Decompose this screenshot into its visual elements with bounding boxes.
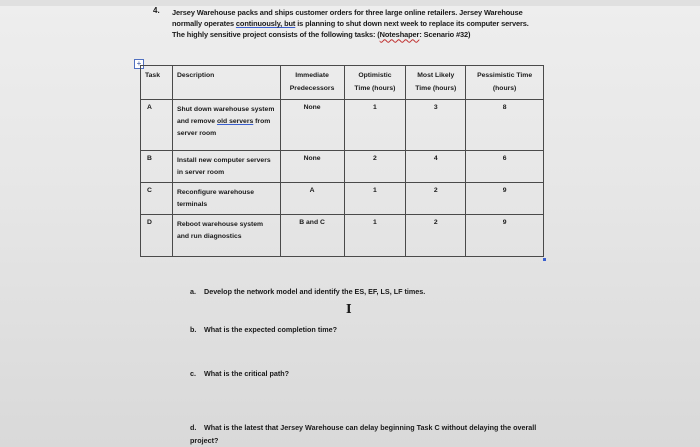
table-resize-handle[interactable]: [543, 258, 546, 261]
cell-task: D: [141, 215, 173, 257]
table-row: [141, 100, 544, 151]
table-move-handle-icon[interactable]: +: [134, 59, 144, 69]
task-table: [140, 65, 544, 257]
question-link-noteshaper[interactable]: Noteshaper: [379, 30, 420, 40]
cell-most-likely: 2: [406, 183, 466, 215]
table-row: [141, 215, 544, 257]
header-pessimistic: Pessimistic Time (hours): [466, 66, 544, 100]
question-text-pre: Jersey Warehouse packs and ships customer orders for three large online retailers. Jersey Warehouse normally operates: [172, 8, 523, 29]
table-row: [141, 183, 544, 215]
cell-most-likely: 3: [406, 100, 466, 151]
table-header-row: [141, 66, 544, 100]
cell-optimistic: 1: [344, 215, 406, 257]
cell-most-likely: 4: [406, 151, 466, 183]
cell-optimistic: 1: [344, 183, 406, 215]
question-text: [172, 7, 532, 41]
cell-pessimistic: 9: [466, 215, 544, 257]
table-row: [141, 151, 544, 183]
header-most-likely: Most Likely Time (hours): [406, 66, 466, 100]
cell-task: B: [141, 151, 173, 183]
cell-task: A: [141, 100, 173, 151]
header-optimistic: Optimistic Time (hours): [344, 66, 406, 100]
cell-pessimistic: 9: [466, 183, 544, 215]
part-d: d. What is the latest that Jersey Warehouse can delay beginning Task C without delaying the overall project?: [190, 423, 537, 445]
question-text-mid: is planning to shut down next week to replace its computer servers. The highly sensitive project consists of the following tasks: (: [172, 19, 529, 40]
cell-description: Install new computer servers in server room: [172, 151, 280, 183]
part-a: a. Develop the network model and identify the ES, EF, LS, LF times.: [190, 287, 426, 296]
cell-pessimistic: 8: [466, 100, 544, 151]
question-text-post: : Scenario #32): [419, 30, 471, 40]
cell-most-likely: 2: [406, 215, 466, 257]
question-number: 4.: [153, 6, 160, 15]
cell-predecessors: None: [280, 151, 344, 183]
cell-optimistic: 2: [344, 151, 406, 183]
part-b: b. What is the expected completion time?: [190, 325, 337, 334]
top-strip: [0, 0, 700, 6]
cell-predecessors: B and C: [280, 215, 344, 257]
header-description: Description: [172, 66, 280, 100]
cell-optimistic: 1: [344, 100, 406, 151]
cell-description: Shut down warehouse system and remove old servers from server room: [172, 100, 280, 151]
cell-description: Reconfigure warehouse terminals: [172, 183, 280, 215]
header-task: Task: [141, 66, 173, 100]
header-predecessors: Immediate Predecessors: [280, 66, 344, 100]
cell-predecessors: A: [280, 183, 344, 215]
cell-predecessors: None: [280, 100, 344, 151]
question-link-continuously[interactable]: continuously, but: [235, 19, 296, 29]
cell-description: Reboot warehouse system and run diagnostics: [172, 215, 280, 257]
desc-link-old-servers[interactable]: old servers: [216, 118, 254, 125]
cell-pessimistic: 6: [466, 151, 544, 183]
cell-task: C: [141, 183, 173, 215]
text-cursor-icon: I: [346, 302, 352, 316]
part-c: c. What is the critical path?: [190, 369, 290, 378]
